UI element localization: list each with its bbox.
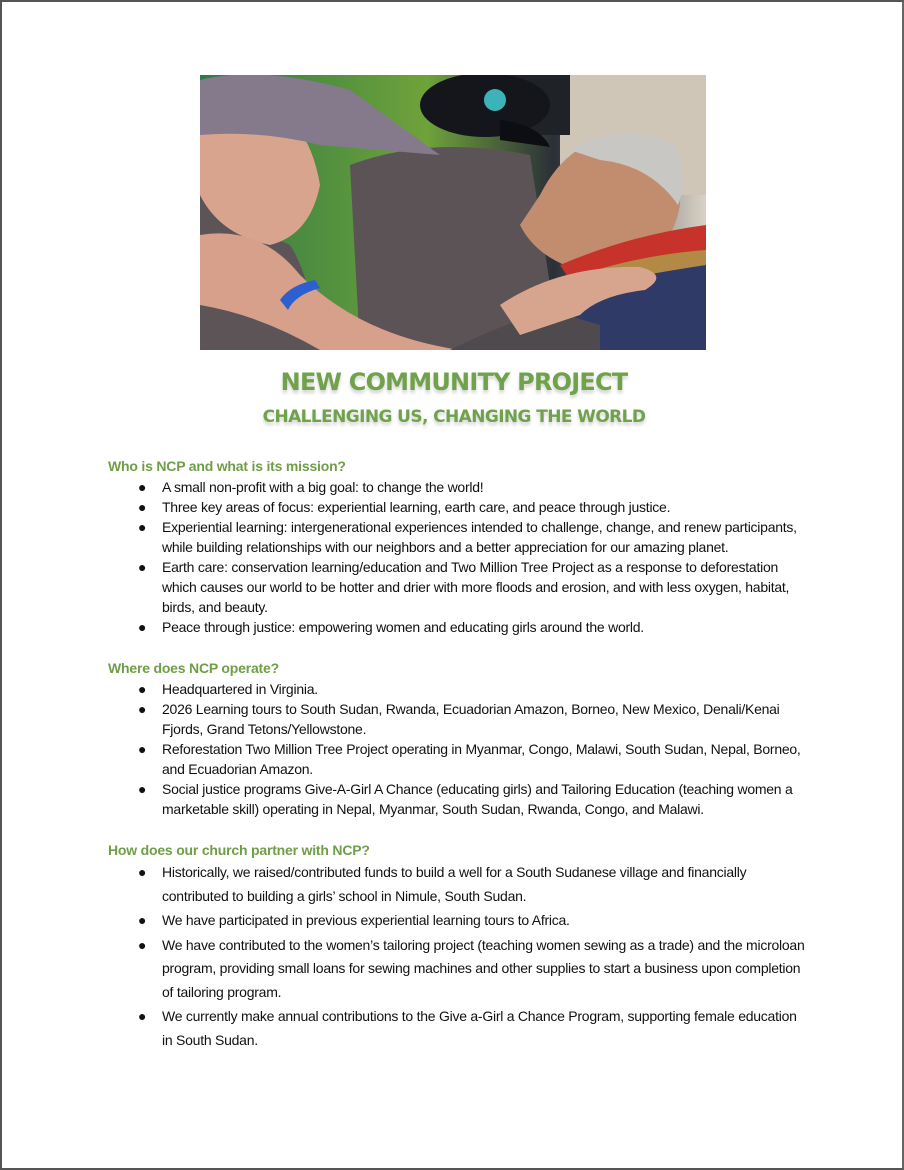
bullet-icon: ● (138, 912, 147, 928)
list-item: ● A small non-profit with a big goal: to change the world! (138, 479, 484, 495)
bullet-icon: ● (138, 1008, 147, 1024)
list-item: ● Earth care: conservation learning/education and Two Million Tree Project as a response to deforestation which causes our world to be hotter and drier with more floods and erosion, and with less oxygen, habitat, birds, and beauty. (138, 559, 790, 615)
list-item: ● We have participated in previous experiential learning tours to Africa. (108, 909, 808, 933)
list-item: ● Social justice programs Give-A-Girl A Chance (educating girls) and Tailoring Education (teaching women a marketable skill) operating in Nepal, Myanmar, South Sudan, Rwanda, Congo, and Malawi. (138, 781, 793, 817)
photo-two-men-embracing-icon (200, 75, 706, 350)
section-heading: Who is NCP and what is its mission? (108, 458, 346, 474)
list-item: ● Reforestation Two Million Tree Project operating in Myanmar, Congo, Malawi, South Sudan, Nepal, Borneo, and Ecuadorian Amazon. (138, 741, 801, 777)
page-title: NEW COMMUNITY PROJECT (280, 368, 628, 396)
list-item: ● Peace through justice: empowering women and educating girls around the world. (138, 619, 644, 635)
bullet-icon: ● (138, 499, 147, 515)
bullet-icon: ● (138, 781, 147, 797)
section-mission (108, 457, 808, 637)
section-partnership (108, 841, 808, 1052)
bullet-icon: ● (138, 681, 147, 697)
bullet-list (108, 861, 808, 1052)
list-item: ● Headquartered in Virginia. (138, 681, 318, 697)
bullet-icon: ● (138, 936, 147, 953)
bullet-icon: ● (138, 701, 147, 717)
bullet-list (108, 679, 808, 819)
bullet-icon: ● (138, 864, 147, 880)
list-item: ● We currently make annual contributions to the Give a-Girl a Chance Program, supporting female education in South Sudan. (108, 1005, 808, 1052)
bullet-icon: ● (138, 619, 147, 635)
section-heading: How does our church partner with NCP? (108, 842, 370, 858)
list-item: ● Experiential learning: intergenerational experiences intended to challenge, change, and renew participants, while building relationships with our neighbors and a better appreciation for our amazing planet. (138, 519, 797, 555)
document-body (108, 457, 808, 1053)
bullet-list (108, 477, 808, 637)
bullet-icon: ● (138, 519, 147, 535)
section-operations (108, 659, 808, 819)
list-item: ● We have contributed to the women’s tailoring project (teaching women sewing as a trade) and the microloan program, providing small loans for sewing machines and other supplies to start a business upon completion of tailoring program. (108, 934, 808, 1005)
list-item: ● 2026 Learning tours to South Sudan, Rwanda, Ecuadorian Amazon, Borneo, New Mexico, Denali/Kenai Fjords, Grand Tetons/Yellowstone. (138, 701, 780, 737)
bullet-icon: ● (138, 479, 147, 495)
list-item: ● Historically, we raised/contributed funds to build a well for a South Sudanese village and financially contributed to building a girls’ school in Nimule, South Sudan. (108, 861, 808, 908)
bullet-icon: ● (138, 559, 147, 575)
header-photo (200, 75, 706, 350)
page-subtitle: CHALLENGING US, CHANGING THE WORLD (262, 407, 646, 427)
list-item: ● Three key areas of focus: experiential learning, earth care, and peace through justice. (138, 499, 671, 515)
bullet-icon: ● (138, 741, 147, 757)
section-heading: Where does NCP operate? (108, 660, 279, 676)
